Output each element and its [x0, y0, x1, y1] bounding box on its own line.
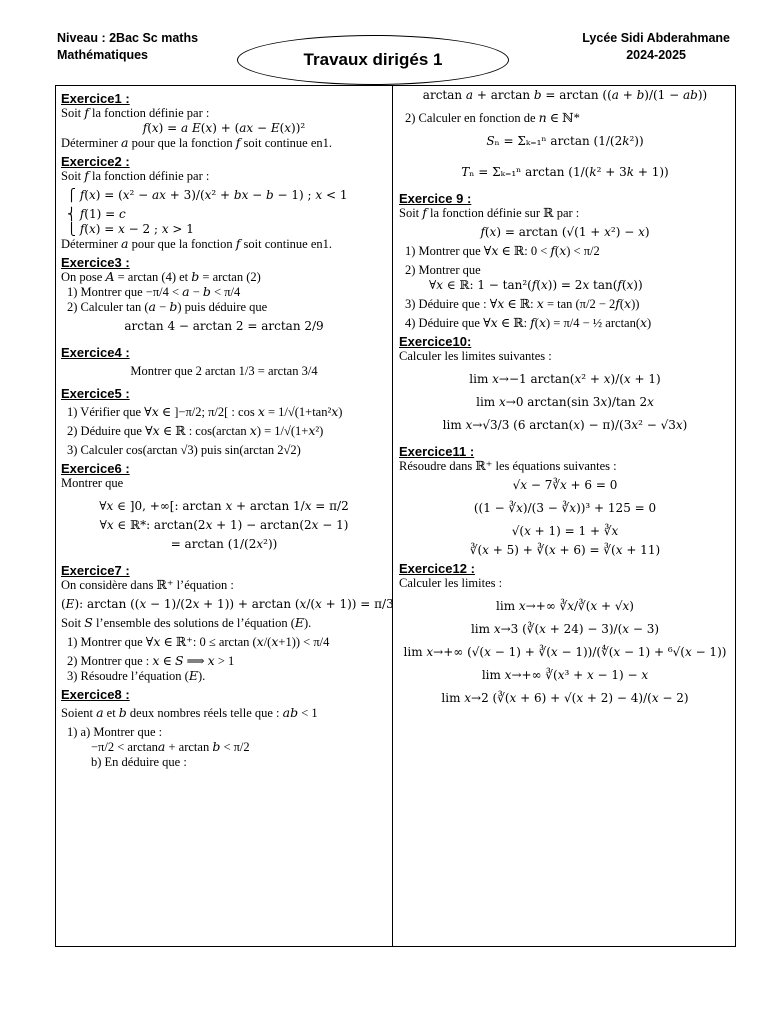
exercise-7-line: On considère dans ℝ⁺ l’équation : [61, 578, 234, 592]
exercise-8-formula: 𝑆ₙ = Σₖ₌₁ⁿ arctan (1/(2𝑘²)) [486, 134, 644, 148]
exercise-2-title: Exercice2 : [61, 154, 130, 169]
exercise-12-limit: lim 𝑥→3 (∛(𝑥 + 24) − 3)/(𝑥 − 3) [470, 622, 660, 636]
exercise-5-title: Exercice5 : [61, 386, 130, 401]
exercise-9-line: 2) Montrer que [405, 263, 481, 277]
exercise-11-equation: ∛(𝑥 + 5) + ∛(𝑥 + 6) = ∛(𝑥 + 11) [469, 543, 661, 557]
exercise-8-line: 2) Calculer en fonction de 𝑛 ∈ ℕ* [405, 111, 580, 125]
exercise-2-formula: ⎧ 𝑓(𝑥) = (𝑥² − 𝑎𝑥 + 3)/(𝑥² + 𝑏𝑥 − 𝑏 − 1) ; 𝑥 < 1 [67, 188, 348, 202]
exercise-3-formula: arctan 4 − arctan 2 = arctan 2/9 [124, 319, 324, 333]
exercise-12-title: Exercice12 : [399, 561, 475, 576]
exercise-8-line: b) En déduire que : [91, 755, 187, 769]
exercise-5-line: 3) Calculer cos(arctan √3) puis sin(arctan 2√2) [67, 443, 301, 457]
exercise-6-formula: = arctan (1/(2𝑥²)) [170, 537, 278, 551]
exercise-5-line: 2) Déduire que ∀𝑥 ∈ ℝ : cos(arctan 𝑥) = 1/√(1+𝑥²) [67, 424, 324, 438]
exercise-10-limit: lim 𝑥→0 arctan(sin 3𝑥)/tan 2𝑥 [476, 395, 654, 409]
exercise-11-equation: √𝑥 − 7∛𝑥 + 6 = 0 [512, 478, 618, 492]
exercise-10-line: Calculer les limites suivantes : [399, 349, 552, 363]
exercise-1-line: Déterminer 𝑎 pour que la fonction 𝑓 soit continue en1. [61, 136, 333, 150]
exercise-3-title: Exercice3 : [61, 255, 130, 270]
exercise-11-equation: ((1 − ∛𝑥)/(3 − ∛𝑥))³ + 125 = 0 [473, 501, 657, 515]
exercise-12-limit: lim 𝑥→+∞ (√(𝑥 − 1) + ∛(𝑥 − 1))/(∜(𝑥 − 1) + ⁶√(𝑥 − 1)) [403, 645, 727, 659]
exercise-6-formula: ∀𝑥 ∈ ]0, +∞[: arctan 𝑥 + arctan 1/𝑥 = π/2 [99, 499, 349, 513]
exercise-8-formula: −π/2 < arctan𝑎 + arctan 𝑏 < π/2 [91, 740, 250, 754]
exercise-11-title: Exercice11 : [399, 444, 475, 459]
exercise-8-line: 1) a) Montrer que : [67, 725, 163, 739]
exercise-12-limit: lim 𝑥→+∞ ∛𝑥/∛(𝑥 + √𝑥) [496, 599, 634, 613]
exercise-10-title: Exercice10: [399, 334, 472, 349]
exercise-1-formula: 𝑓(𝑥) = 𝑎 𝐸(𝑥) + (𝑎𝑥 − 𝐸(𝑥))² [142, 121, 306, 135]
exercise-9-line: 4) Déduire que ∀𝑥 ∈ ℝ: 𝑓(𝑥) = π/4 − ½ arctan(𝑥) [405, 316, 652, 330]
school-label: Lycée Sidi Abderahmane [582, 31, 730, 45]
exercise-9-line: 1) Montrer que ∀𝑥 ∈ ℝ: 0 < 𝑓(𝑥) < π/2 [405, 244, 600, 258]
level-label: Niveau : 2Bac Sc maths [57, 31, 199, 45]
exercise-2-line: Soit 𝑓 la fonction définie par : [61, 169, 210, 183]
year-label: 2024-2025 [626, 48, 687, 62]
exercise-6-title: Exercice6 : [61, 461, 130, 476]
exercise-12-limit: lim 𝑥→+∞ ∛(𝑥³ + 𝑥 − 1) − 𝑥 [481, 668, 649, 682]
exercise-1-line: Soit 𝑓 la fonction définie par : [61, 106, 210, 120]
exercise-10-limit: lim 𝑥→−1 arctan(𝑥² + 𝑥)/(𝑥 + 1) [469, 372, 661, 386]
exercise-11-equation: √(𝑥 + 1) = 1 + ∛𝑥 [511, 524, 619, 538]
exercise-9-formula: ∀𝑥 ∈ ℝ: 1 − tan²(𝑓(𝑥)) = 2𝑥 tan(𝑓(𝑥)) [429, 278, 643, 292]
exercise-12-limit: lim 𝑥→2 (∛(𝑥 + 6) + √(𝑥 + 2) − 4)/(𝑥 − 2) [441, 691, 689, 705]
exercise-7-line: 2) Montrer que : 𝑥 ∈ 𝑆 ⟹ 𝑥 > 1 [67, 654, 235, 668]
exercise-2-line: Déterminer 𝑎 pour que la fonction 𝑓 soit continue en1. [61, 237, 333, 251]
exercise-2-formula: ⎨ 𝑓(1) = 𝑐 [67, 207, 126, 221]
exercise-9-formula: 𝑓(𝑥) = arctan (√(1 + 𝑥²) − 𝑥) [480, 225, 650, 239]
exercise-2-formula: ⎩ 𝑓(𝑥) = 𝑥 − 2 ; 𝑥 > 1 [67, 222, 194, 236]
exercise-7-formula: (𝐸): arctan ((𝑥 − 1)/(2𝑥 + 1)) + arctan (𝑥/(𝑥 + 1)) = π/3 [61, 597, 394, 611]
header-left [57, 30, 198, 64]
exercise-8-formula: 𝑇ₙ = Σₖ₌₁ⁿ arctan (1/(𝑘² + 3𝑘 + 1)) [461, 165, 669, 179]
exercise-4-formula: Montrer que 2 arctan 1/3 = arctan 3/4 [130, 364, 318, 378]
exercise-6-formula: ∀𝑥 ∈ ℝ*: arctan(2𝑥 + 1) − arctan(2𝑥 − 1) [99, 518, 349, 532]
subject-label: Mathématiques [57, 48, 148, 62]
exercise-3-line: On pose 𝐴 = arctan (4) et 𝑏 = arctan (2) [61, 270, 261, 284]
header-right [582, 30, 730, 64]
page-title: Travaux dirigés 1 [237, 35, 509, 85]
exercise-7-line: Soit 𝑆 l’ensemble des solutions de l’équation (𝐸). [61, 616, 312, 630]
exercise-8-title: Exercice8 : [61, 687, 130, 702]
exercise-3-line: 1) Montrer que −π/4 < 𝑎 − 𝑏 < π/4 [67, 285, 241, 299]
right-column [399, 88, 731, 706]
exercise-9-title: Exercice 9 : [399, 191, 472, 206]
exercise-7-line: 1) Montrer que ∀𝑥 ∈ ℝ⁺: 0 ≤ arctan (𝑥/(𝑥+1)) < π/4 [67, 635, 330, 649]
column-divider [392, 85, 393, 947]
exercise-8-line: Soient 𝑎 et 𝑏 deux nombres réels telle que : 𝑎𝑏 < 1 [61, 706, 318, 720]
exercise-10-limit: lim 𝑥→√3/3 (6 arctan(𝑥) − π)/(3𝑥² − √3𝑥) [442, 418, 688, 432]
exercise-8-formula: arctan 𝑎 + arctan 𝑏 = arctan ((𝑎 + 𝑏)/(1 − 𝑎𝑏)) [422, 88, 708, 102]
exercise-9-line: 3) Déduire que : ∀𝑥 ∈ ℝ: 𝑥 = tan (π/2 − 2𝑓(𝑥)) [405, 297, 640, 311]
left-column [61, 88, 394, 770]
exercise-3-line: 2) Calculer tan (𝑎 − 𝑏) puis déduire que [67, 300, 268, 314]
exercise-7-line: 3) Résoudre l’équation (𝐸). [67, 669, 206, 683]
exercise-4-title: Exercice4 : [61, 345, 130, 360]
exercise-9-line: Soit 𝑓 la fonction définie sur ℝ par : [399, 206, 580, 220]
exercise-11-line: Résoudre dans ℝ⁺ les équations suivantes : [399, 459, 617, 473]
exercise-12-line: Calculer les limites : [399, 576, 503, 590]
exercise-6-line: Montrer que [61, 476, 124, 490]
exercise-5-line: 1) Vérifier que ∀𝑥 ∈ ]−π/2; π/2[ : cos 𝑥 = 1/√(1+tan²𝑥) [67, 405, 343, 419]
exercise-1-title: Exercice1 : [61, 91, 130, 106]
exercise-7-title: Exercice7 : [61, 563, 130, 578]
